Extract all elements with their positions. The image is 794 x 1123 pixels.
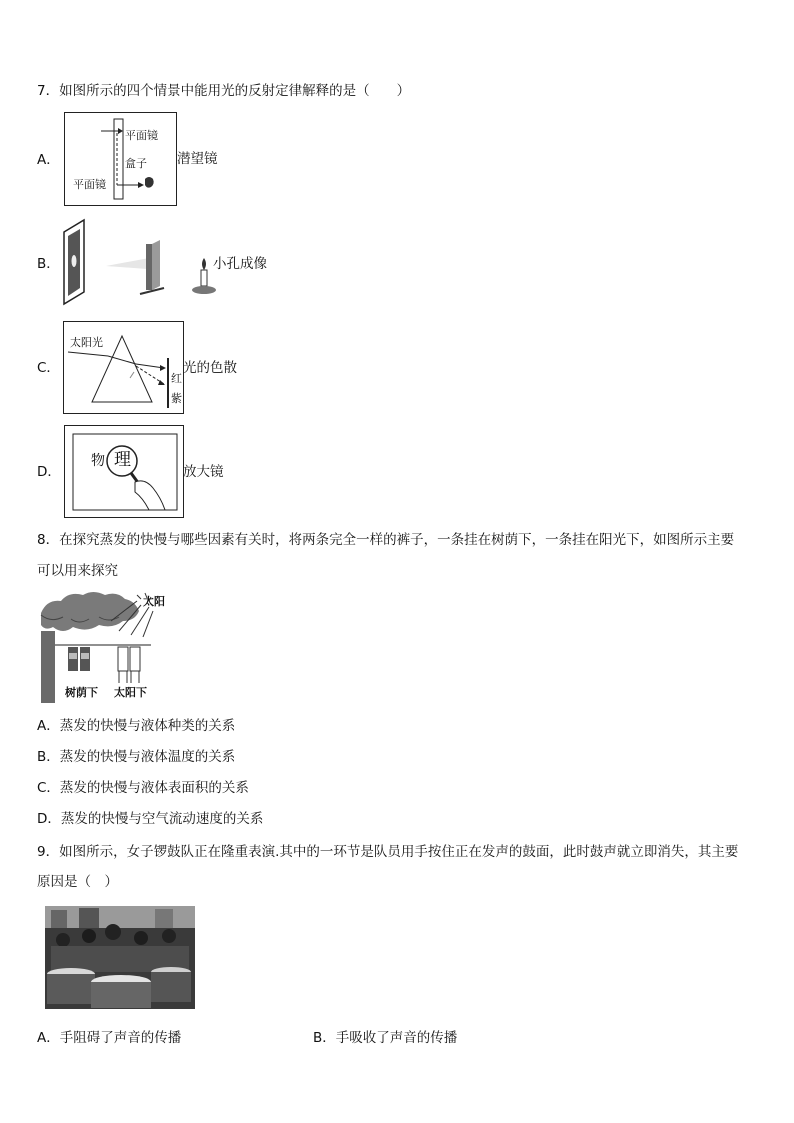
periscope-figure (64, 112, 177, 206)
magnifier-text-li: 理 (114, 450, 131, 470)
evaporation-label-shade: 树荫下 (65, 686, 98, 699)
q8-option-a: A．蒸发的快慢与液体种类的关系 (37, 718, 236, 734)
q8-stem-line1: 8．在探究蒸发的快慢与哪些因素有关时，将两条完全一样的裤子，一条挂在树荫下，一条挂在阳光下，如图所示主要 (37, 532, 735, 548)
q8-option-d: D．蒸发的快慢与空气流动速度的关系 (37, 811, 264, 827)
periscope-drawing (65, 113, 177, 206)
magnifier-figure (64, 425, 184, 518)
periscope-label-box: 盒子 (125, 157, 147, 170)
q8-option-c: C．蒸发的快慢与液体表面积的关系 (37, 780, 249, 796)
q7-stem: 7．如图所示的四个情景中能用光的反射定律解释的是（ ） (37, 83, 411, 99)
q9-option-b: B．手吸收了声音的传播 (313, 1030, 458, 1046)
pinhole-figure (60, 218, 220, 308)
q7-option-d-letter: D． (37, 464, 61, 480)
q7-option-c-caption: 光的色散 (183, 360, 237, 376)
q7-option-a-letter: A． (37, 152, 60, 168)
periscope-label-top-mirror: 平面镜 (125, 129, 158, 142)
magnifier-text-wu: 物 (91, 453, 105, 469)
q7-option-a-caption: 潜望镜 (177, 151, 218, 167)
q7-option-b-letter: B． (37, 256, 60, 272)
q8-stem-line2: 可以用来探究 (37, 563, 118, 579)
dispersion-figure (63, 321, 184, 414)
q7-option-b-caption: 小孔成像 (213, 256, 267, 272)
evaporation-label-sun: 太阳 (143, 595, 165, 608)
q9-stem-line1: 9．如图所示，女子锣鼓队正在隆重表演.其中的一环节是队员用手按住正在发声的鼓面，此时鼓声就立即消失，其主要 (37, 844, 739, 860)
q8-option-b: B．蒸发的快慢与液体温度的关系 (37, 749, 236, 765)
drum-team-photo (45, 906, 195, 1009)
q9-option-a: A．手阻碍了声音的传播 (37, 1030, 182, 1046)
magnifier-drawing (65, 426, 184, 518)
q7-option-d-caption: 放大镜 (183, 464, 224, 480)
q7-option-c-letter: C． (37, 360, 60, 376)
dispersion-label-sunlight: 太阳光 (70, 336, 103, 349)
periscope-label-bottom-mirror: 平面镜 (73, 178, 106, 191)
evaporation-label-sunlit: 太阳下 (114, 686, 147, 699)
dispersion-label-violet: 紫 (171, 392, 182, 405)
q9-stem-line2: 原因是（ ） (37, 874, 118, 890)
dispersion-label-red: 红 (171, 372, 182, 385)
